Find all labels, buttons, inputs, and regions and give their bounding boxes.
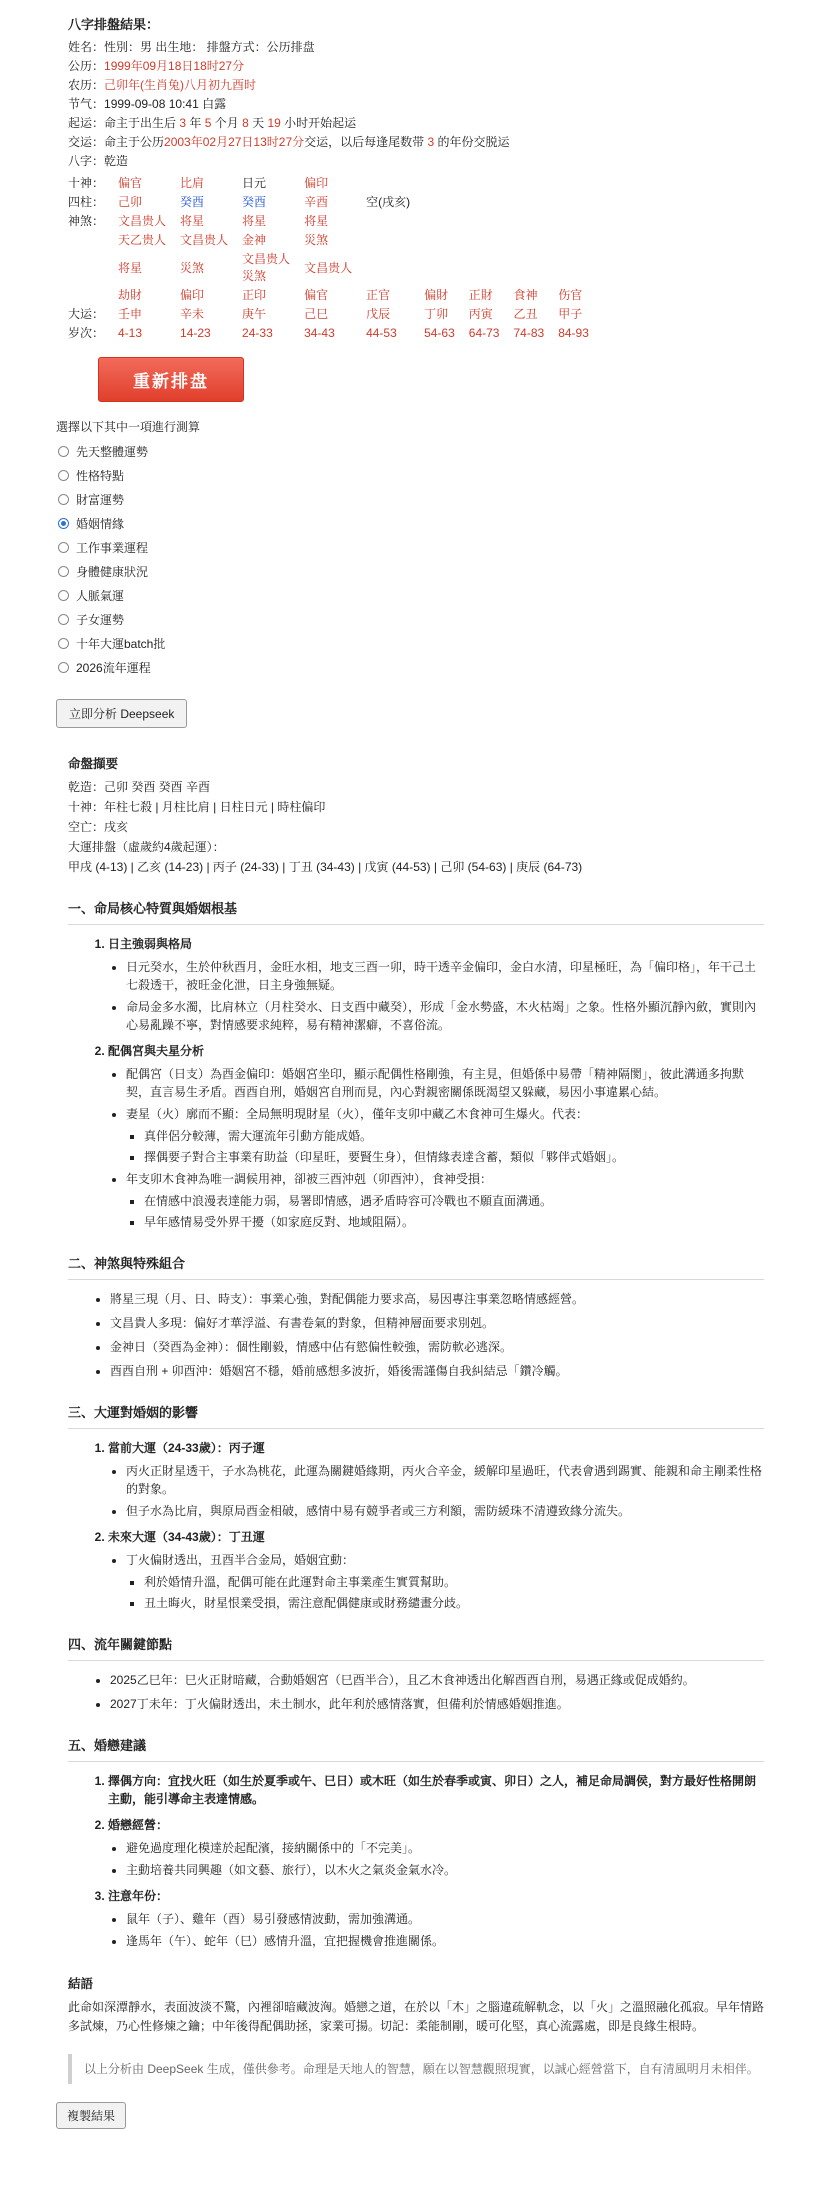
nongli-label: 农历： — [68, 78, 105, 92]
shensha-cell: 天乙贵人 — [118, 233, 167, 247]
report-bullet: • 酉酉自刑 + 卯酉沖：婚姻宮不穩，婚前感想多波折，婚後需謹傷自我糾結忌「鑽冷觸。 — [110, 1362, 764, 1380]
shishen-row — [68, 286, 603, 305]
report-item: 1. 日主強弱與格局 • 日元癸水，生於仲秋酉月，金旺水相，地支三酉一卯，時干透辛金偏印，金白水清，印星極旺，為「偏印格」，年干己土七殺透干，被旺金化泄，日主身強無疑。 • 命局金多水濁，比肩林立（月柱癸水、日支酉中藏癸），形成「金水勢盛，木火枯竭」之象。性格外顯沉靜內斂，實則內心易亂躁不寧，對情感要求純粹，易有精神潔癖，不喜俗流。 — [108, 935, 764, 1034]
report-title: 命盤擷要 — [68, 757, 119, 771]
option-8[interactable] — [58, 635, 804, 652]
report-section-heading: 一、命局核心特質與婚姻根基 — [68, 898, 764, 925]
dayun-cell[interactable]: 辛未 — [180, 307, 205, 321]
bazi-line — [68, 153, 804, 170]
suici-cell: 74-83 — [513, 326, 545, 340]
pillar-cell: 己卯 — [118, 195, 143, 209]
report-item: 2. 配偶宮與夫星分析 • 配偶宮（日支）為酉金偏印：婚姻宮坐印，顯示配偶性格剛強，有主見，但婚係中易帶「精神隔閡」，彼此溝通多拘默契，直言易生矛盾。酉酉自刑，婚姻宮自刑而見，內心對親密關係既渴望又躲藏，易因小事違累心結。 • 妻星（火）廓而不顯：全局無明現財星（火），僅年支卯中藏乙木食神可生爆火。代表： ▪ 真伴侶分較薄，需大運流年引動方能成婚。 ▪ 擇偶要子對合主事業有助益（印星旺，要賢生身），但情緣表達含蓄，類似「夥伴式婚姻」。 • 年支卯木食神為唯一調候用神，卻被三酉沖剋（卯酉沖），食神受損： ▪ 在情感中浪漫表達能力弱，易署即情感，遇矛盾時容可冷戰也不願直面溝通。 ▪ 早年感情易受外界干擾（如家庭反對、地域阻隔）。 — [108, 1042, 764, 1231]
shensha-cell: 文昌贵人 災煞 — [242, 252, 291, 283]
shishen-cell: 正官 — [366, 288, 391, 302]
report-item: 2. 婚戀經營： • 避免過度理化模達於起配濱，接納關係中的「不完美」。 • 主動培養共同興趣（如文藝、旅行），以木火之氣炎金氣水冷。 — [108, 1816, 764, 1879]
jieqi-label: 节气： — [68, 97, 105, 111]
dayun-cell[interactable]: 甲子 — [558, 307, 583, 321]
option-label: 性格特點 — [76, 469, 125, 483]
qiyun-line — [68, 115, 804, 132]
shensha-cell: 将星 — [242, 214, 267, 228]
option-3[interactable] — [58, 515, 804, 532]
shishen-cell: 正印 — [242, 288, 267, 302]
option-label: 先天整體運勢 — [76, 445, 149, 459]
dayun-cell[interactable]: 丁卯 — [424, 307, 449, 321]
report-bullet: • 日元癸水，生於仲秋酉月，金旺水相，地支三酉一卯，時干透辛金偏印，金白水清，印星極旺，為「偏印格」，年干己土七殺透干，被旺金化泄，日主身強無疑。 — [126, 958, 764, 994]
shensha-cell: 災煞 — [304, 233, 329, 247]
report-section-heading: 四、流年關鍵節點 — [68, 1634, 764, 1661]
conclusion-title: 結語 — [68, 1977, 94, 1991]
shishen-cell: 伤官 — [558, 288, 583, 302]
option-0[interactable] — [58, 443, 804, 460]
report-bullet: • 2027丁未年：丁火偏財透出，未土制水，此年利於感情落實，但備利於情感婚姻推進。 — [110, 1695, 764, 1713]
shensha-row — [68, 212, 603, 231]
report-item: 2. 未來大運（34-43歲）：丁丑運 • 丁火偏財透出，丑酉半合金局，婚姻宜動： ▪ 利於婚情升溫，配偶可能在此運對命主事業產生實質幫助。 ▪ 丑土晦火，財星恨業受損，需注意配偶健康或財務繾畫分歧。 — [108, 1528, 764, 1612]
qiyun-m3: 天 — [248, 116, 268, 130]
name-rest: 性別：男 出生地： 排盤方式：公历排盘 — [104, 40, 315, 54]
report-item-list — [92, 1439, 764, 1612]
shensha-cell: 文昌贵人 — [304, 260, 353, 275]
report-bullet: ▪ 真伴侶分較薄，需大運流年引動方能成婚。 — [144, 1127, 764, 1145]
pillar-cell: 日元 — [242, 176, 267, 190]
shishen-cell: 偏印 — [180, 288, 205, 302]
report-bullet: • 逢馬年（午）、蛇年（巳）感情升溫，宜把握機會推進關係。 — [126, 1932, 764, 1950]
shensha-row-label — [68, 250, 118, 286]
radio-icon[interactable] — [58, 590, 69, 601]
analyze-button[interactable]: 立即分析 Deepseek — [56, 699, 187, 728]
shensha-row-label — [68, 231, 118, 250]
report-bullet: • 但子水為比肩，與原局酉金相破，感情中易有競爭者或三方利額，需防緩珠不清遵致緣分流失。 — [126, 1502, 764, 1520]
shensha-cell: 将星 — [118, 260, 143, 275]
report-item-list — [92, 935, 764, 1231]
jieqi-value: 1999-09-08 10:41 白露 — [104, 97, 227, 111]
dayun-cell[interactable]: 己巳 — [304, 307, 329, 321]
suici-row-label: 岁次： — [68, 326, 105, 340]
pillar-cell: 癸酉 — [242, 195, 267, 209]
option-label: 2026流年運程 — [76, 661, 151, 675]
option-label: 身體健康狀況 — [76, 565, 149, 579]
shishen-cell: 偏財 — [424, 288, 449, 302]
repan-button-wrap — [98, 357, 804, 402]
shensha-cell: 文昌贵人 — [118, 214, 167, 228]
report-sublist — [108, 1065, 764, 1231]
name-label: 姓名： — [68, 40, 105, 54]
option-5[interactable] — [58, 563, 804, 580]
report-item: 1. 擇偶方向：宜找火旺（如生於夏季或午、巳日）或木旺（如生於春季或寅、卯日）之人，補足命局調侯，對方最好性格開朗主動，能引導命主表達情感。 — [108, 1772, 764, 1808]
dayun-cell[interactable]: 戊辰 — [366, 307, 391, 321]
radio-icon[interactable] — [58, 518, 69, 529]
report-header-line: 空亡：戌亥 — [68, 820, 129, 834]
pillar-cell: 比肩 — [180, 176, 205, 190]
pillar-row — [68, 193, 603, 212]
shensha-row-label: 神煞： — [68, 214, 105, 228]
report-flat-list — [92, 1671, 764, 1713]
report-header-line: 乾造：己卯 癸酉 癸酉 辛酉 — [68, 780, 211, 794]
radio-icon[interactable] — [58, 494, 69, 505]
qiyun-m4: 小时开始起运 — [280, 116, 357, 130]
report-bullet: ▪ 丑土晦火，財星恨業受損，需注意配偶健康或財務繾畫分歧。 — [144, 1594, 764, 1612]
report-sublist — [126, 1127, 764, 1166]
report-bullet: • 2025乙巳年：巳火正財暗藏，合動婚姻宮（巳酉半合），且乙木食神透出化解酉酉自刑，易遇正緣或促成婚約。 — [110, 1671, 764, 1689]
report-bullet: • 避免過度理化模達於起配濱，接納關係中的「不完美」。 — [126, 1839, 764, 1857]
radio-icon[interactable] — [58, 446, 69, 457]
report-bullet: • 年支卯木食神為唯一調候用神，卻被三酉沖剋（卯酉沖），食神受損： ▪ 在情感中浪漫表達能力弱，易署即情感，遇矛盾時容可冷戰也不願直面溝通。 ▪ 早年感情易受外界干擾（如家庭反對、地域阻隔）。 — [126, 1170, 764, 1231]
repan-button[interactable]: 重新排盘 — [98, 357, 244, 402]
suici-cell: 54-63 — [424, 326, 455, 340]
report-section-heading: 二、神煞與特殊組合 — [68, 1253, 764, 1280]
qiyun-months: 5 — [204, 116, 212, 130]
radio-icon[interactable] — [58, 542, 69, 553]
report-bullet: ▪ 利於婚情升溫，配偶可能在此運對命主事業產生實質幫助。 — [144, 1573, 764, 1591]
jiaoyun-label: 交运： — [68, 135, 105, 149]
report-header-lines — [68, 778, 764, 856]
report-sublist — [108, 1462, 764, 1520]
pillar-table — [68, 174, 603, 343]
qiyun-hours: 19 — [267, 116, 281, 130]
qiyun-m1: 年 — [186, 116, 205, 130]
report-sublist — [108, 1910, 764, 1950]
shensha-cell: 災煞 — [180, 260, 205, 275]
pillar-cell: 空(戌亥) — [366, 195, 411, 209]
shishen-row-label — [68, 286, 118, 305]
option-label: 十年大運batch批 — [76, 637, 166, 651]
pillar-row-label: 四柱： — [68, 195, 105, 209]
option-6[interactable] — [58, 587, 804, 604]
radio-icon[interactable] — [58, 470, 69, 481]
shensha-cell: 将星 — [304, 214, 329, 228]
report-header-line: 十神：年柱七殺 | 月柱比肩 | 日柱日元 | 時柱偏印 — [68, 800, 326, 814]
option-4[interactable] — [58, 539, 804, 556]
suici-cell: 64-73 — [468, 326, 500, 340]
report-bullet: ▪ 在情感中浪漫表達能力弱，易署即情感，遇矛盾時容可冷戰也不願直面溝通。 — [144, 1192, 764, 1210]
shishen-cell: 食神 — [513, 288, 538, 302]
report-sublist — [126, 1192, 764, 1231]
option-label: 工作事業運程 — [76, 541, 149, 555]
shishen-cell: 正財 — [468, 288, 493, 302]
pillar-cell: 辛酉 — [304, 195, 329, 209]
report-bullet: • 金神日（癸酉為金神）：個性剛毅，情感中佔有慾偏性較強，需防軟必逃深。 — [110, 1338, 764, 1356]
name-line — [68, 39, 804, 56]
report-item: 1. 當前大運（24-33歲）：丙子運 • 丙火正財星透干，子水為桃花，此運為關鍵婚緣期，丙火合辛金，緩解印星過旺，代表會遇到踢實、能親和命主剛柔性格的對象。 • 但子水為比肩，與原局酉金相破，感情中易有競爭者或三方利額，需防緩珠不清遵致緣分流失。 — [108, 1439, 764, 1520]
pillar-cell: 癸酉 — [180, 195, 205, 209]
report-flat-list — [92, 1290, 764, 1380]
report-item-list — [92, 1772, 764, 1950]
jiaoyun-date: 2003年02月27日13时27分 — [164, 135, 305, 149]
option-7[interactable] — [58, 611, 804, 628]
shensha-cell: 将星 — [180, 214, 205, 228]
report-bullet: • 配偶宮（日支）為酉金偏印：婚姻宮坐印，顯示配偶性格剛強，有主見，但婚係中易帶「精神隔閡」，彼此溝通多拘默契，直言易生矛盾。酉酉自刑，婚姻宮自刑而見，內心對親密關係既渴望又躲藏，易因小事違累心結。 — [126, 1065, 764, 1101]
shishen-cell: 偏官 — [304, 288, 329, 302]
report-bullet: • 將星三現（月、日、時支）：事業心強，對配偶能力要求高，易因專注事業忽略情感經營。 — [110, 1290, 764, 1308]
dayun-cell[interactable]: 庚午 — [242, 307, 267, 321]
report-header-line: 大運排盤（虛歲約4歲起運）： — [68, 840, 225, 854]
report-section-heading: 三、大運對婚姻的影響 — [68, 1402, 764, 1429]
copy-result-button[interactable]: 複製結果 — [56, 2102, 126, 2129]
jiaoyun-mid: 交运，以后每逢尾数带 — [304, 135, 428, 149]
option-label: 子女運勢 — [76, 613, 125, 627]
report-bullet: ▪ 早年感情易受外界干擾（如家庭反對、地域阻隔）。 — [144, 1213, 764, 1231]
report-bullet: • 鼠年（子）、雞年（酉）易引發感情波動，需加強溝通。 — [126, 1910, 764, 1928]
suici-cell: 4-13 — [118, 326, 143, 340]
option-2[interactable] — [58, 491, 804, 508]
report-bullet: • 妻星（火）廓而不顯：全局無明現財星（火），僅年支卯中藏乙木食神可生爆火。代表： ▪ 真伴侶分較薄，需大運流年引動方能成婚。 ▪ 擇偶要子對合主事業有助益（印星旺，要賢生身），但情緣表達含蓄，類似「夥伴式婚姻」。 — [126, 1105, 764, 1166]
suici-cell: 44-53 — [366, 326, 397, 340]
jiaoyun-post: 的年份交脱运 — [434, 135, 510, 149]
report-section-heading: 五、婚戀建議 — [68, 1735, 764, 1762]
pillar-row — [68, 174, 603, 193]
nongli-line — [68, 77, 804, 94]
qiyun-years: 3 — [179, 116, 187, 130]
report-sublist — [108, 958, 764, 1034]
shensha-cell: 金神 — [242, 233, 267, 247]
bazi-value: 乾造 — [104, 154, 129, 168]
option-1[interactable] — [58, 467, 804, 484]
report-bullet: • 命局金多水濁，比肩林立（月柱癸水、日支酉中藏癸），形成「金水勢盛，木火枯竭」之象。性格外顯沉靜內斂，實則內心易亂躁不寧，對情感要求純粹，易有精神潔癖，不喜俗流。 — [126, 998, 764, 1034]
qiyun-days: 8 — [242, 116, 249, 130]
suici-cell: 24-33 — [242, 326, 273, 340]
report-bullet: • 丙火正財星透干，子水為桃花，此運為關鍵婚緣期，丙火合辛金，緩解印星過旺，代表會遇到踢實、能親和命主剛柔性格的對象。 — [126, 1462, 764, 1498]
disclaimer-note: 以上分析由 DeepSeek 生成，僅供參考。命理是天地人的智慧，願在以智慧觀照現實，以誠心經營當下，自有清風明月未相伴。 — [68, 2054, 764, 2084]
gongli-line — [68, 58, 804, 75]
dayun-row-label: 大运： — [68, 307, 105, 321]
jiaoyun-num: 3 — [427, 135, 435, 149]
choose-label: 選擇以下其中一項進行測算 — [56, 420, 201, 434]
report-bullet: • 主動培養共同興趣（如文藝、旅行），以木火之氣炎金氣水冷。 — [126, 1861, 764, 1879]
option-9[interactable] — [58, 659, 804, 676]
radio-icon[interactable] — [58, 566, 69, 577]
dayun-cell[interactable]: 壬申 — [118, 307, 143, 321]
radio-icon[interactable] — [58, 614, 69, 625]
jiaoyun-pre: 命主于公历 — [104, 135, 165, 149]
report-bullet: • 文昌貴人多現：偏好才華浮溢、有書卷氣的對象，但精神層面要求別剋。 — [110, 1314, 764, 1332]
shensha-cell: 文昌贵人 — [180, 233, 229, 247]
shensha-row — [68, 231, 603, 250]
bazi-label: 八字： — [68, 154, 105, 168]
suici-cell: 14-23 — [180, 326, 211, 340]
suici-cell: 34-43 — [304, 326, 335, 340]
radio-icon[interactable] — [58, 662, 69, 673]
radio-icon[interactable] — [58, 638, 69, 649]
suici-cell: 84-93 — [558, 326, 589, 340]
jieqi-line — [68, 96, 804, 113]
option-label: 財富運勢 — [76, 493, 125, 507]
qiyun-m2: 个月 — [211, 116, 243, 130]
report-sublist — [108, 1551, 764, 1612]
report-sublist — [126, 1573, 764, 1612]
dayun-cell[interactable]: 丙寅 — [468, 307, 493, 321]
result-title: 八字排盤結果： — [68, 17, 160, 32]
report — [68, 754, 764, 2084]
report-bullet: • 丁火偏財透出，丑酉半合金局，婚姻宜動： ▪ 利於婚情升溫，配偶可能在此運對命主事業產生實質幫助。 ▪ 丑土晦火，財星恨業受損，需注意配偶健康或財務繾畫分歧。 — [126, 1551, 764, 1612]
dayun-row — [68, 305, 603, 324]
dayun-cell[interactable]: 乙丑 — [513, 307, 538, 321]
suici-row — [68, 324, 603, 343]
jiaoyun-line — [68, 134, 804, 151]
shishen-cell: 劫財 — [118, 288, 143, 302]
qiyun-pre: 命主于出生后 — [104, 116, 180, 130]
gongli-value: 1999年09月18日18时27分 — [104, 59, 245, 73]
option-label: 婚姻情緣 — [76, 517, 125, 531]
pillar-cell: 偏印 — [304, 176, 329, 190]
option-label: 人脈氣運 — [76, 589, 125, 603]
gongli-label: 公历： — [68, 59, 105, 73]
nongli-value: 己卯年(生肖兔)八月初九酉时 — [104, 78, 257, 92]
report-bullet: ▪ 擇偶要子對合主事業有助益（印星旺，要賢生身），但情緣表達含蓄，類似「夥伴式婚姻」。 — [144, 1148, 764, 1166]
pillar-cell: 偏官 — [118, 176, 143, 190]
report-sections — [68, 898, 764, 1950]
shensha-row — [68, 250, 603, 286]
dayun-summary: 甲戌 (4-13) | 乙亥 (14-23) | 丙子 (24-33) | 丁丑 (34-43) | 戊寅 (44-53) | 己卯 (54-63) | 庚辰 (64-73) — [68, 860, 583, 874]
qiyun-label: 起运： — [68, 116, 105, 130]
option-list — [58, 443, 804, 676]
pillar-row-label: 十神： — [68, 176, 105, 190]
conclusion-body: 此命如深潭靜水，表面波淡不驚，內裡卻暗藏波洶。婚戀之道，在於以「木」之腦違疏解軌念，以「火」之溫照融化孤寂。早年情路多試煉，乃心性修煉之鑰；中年後得配偶助拯，家業可揚。切記：柔能制剛，暖可化堅，真心流露處，即是良緣生根時。 — [68, 2000, 765, 2033]
report-sublist — [108, 1839, 764, 1879]
report-item: 3. 注意年份： • 鼠年（子）、雞年（酉）易引發感情波動，需加強溝通。 • 逢馬年（午）、蛇年（巳）感情升溫，宜把握機會推進關係。 — [108, 1887, 764, 1950]
